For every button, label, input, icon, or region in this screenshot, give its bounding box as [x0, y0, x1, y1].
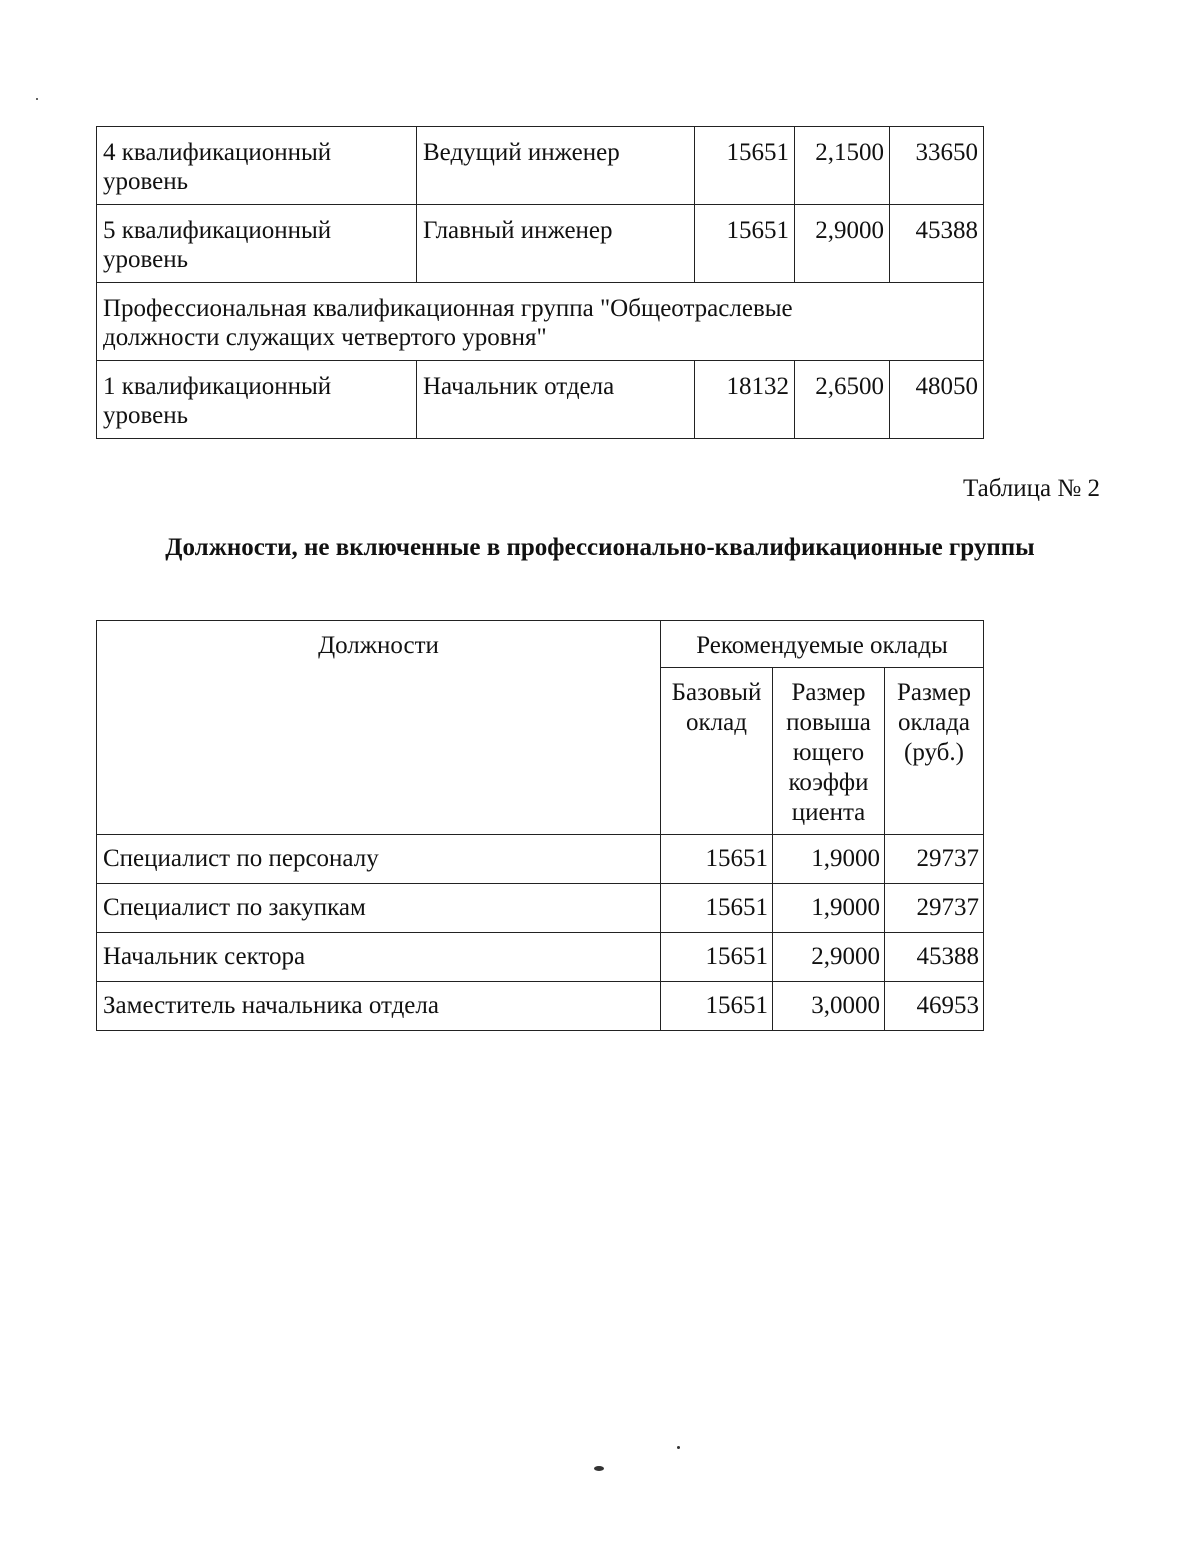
- base-salary-cell: 15651: [661, 933, 773, 982]
- salary-table-2: [96, 620, 984, 1031]
- group-heading-row: [97, 283, 984, 361]
- table-row: [97, 933, 984, 982]
- table-row: [97, 205, 984, 283]
- position-cell: Специалист по закупкам: [97, 884, 661, 933]
- coefficient-cell: 1,9000: [773, 884, 885, 933]
- position-cell: Начальник сектора: [97, 933, 661, 982]
- coefficient-cell: 2,6500: [795, 361, 890, 439]
- table-row: [97, 127, 984, 205]
- qualification-level-cell: 1 квалификационный уровень: [97, 361, 417, 439]
- scan-speck: [594, 1466, 604, 1471]
- base-salary-cell: 18132: [695, 361, 795, 439]
- table-row: [97, 982, 984, 1031]
- table-row: [97, 361, 984, 439]
- table-row: [97, 835, 984, 884]
- salary-cell: 46953: [885, 982, 984, 1031]
- base-salary-cell: 15651: [661, 884, 773, 933]
- position-cell: Главный инженер: [417, 205, 695, 283]
- base-salary-cell: 15651: [695, 205, 795, 283]
- salary-cell: 29737: [885, 884, 984, 933]
- coefficient-cell: 2,1500: [795, 127, 890, 205]
- scan-speck: [36, 98, 38, 100]
- salary-cell: 33650: [890, 127, 984, 205]
- coefficient-cell: 3,0000: [773, 982, 885, 1031]
- coefficient-header: Размер повыша ющего коэффи циента: [773, 668, 885, 835]
- scan-speck: [677, 1446, 680, 1449]
- group-heading-cell: [97, 283, 984, 361]
- salary-cell: 48050: [890, 361, 984, 439]
- position-cell: Ведущий инженер: [417, 127, 695, 205]
- base-salary-header: Базовый оклад: [661, 668, 773, 835]
- coefficient-cell: 2,9000: [795, 205, 890, 283]
- qualification-level-cell: 5 квалификационный уровень: [97, 205, 417, 283]
- coefficient-cell: 2,9000: [773, 933, 885, 982]
- coefficient-cell: 1,9000: [773, 835, 885, 884]
- position-cell: Заместитель начальника отдела: [97, 982, 661, 1031]
- table-number-label: Таблица № 2: [962, 475, 1100, 502]
- recommended-salaries-header: Рекомендуемые оклады: [661, 621, 984, 668]
- section-title: Должности, не включенные в профессионально-квалификационные группы: [165, 534, 1035, 561]
- group-heading-text: Профессиональная квалификационная группа "Общеотраслевые должности служащих четвертого уровня": [103, 295, 793, 351]
- position-cell: Начальник отдела: [417, 361, 695, 439]
- positions-header: Должности: [97, 621, 661, 835]
- base-salary-cell: 15651: [661, 835, 773, 884]
- salary-header: Размер оклада (руб.): [885, 668, 984, 835]
- salary-cell: 45388: [885, 933, 984, 982]
- salary-cell: 29737: [885, 835, 984, 884]
- header-row: [97, 621, 984, 668]
- table-row: [97, 884, 984, 933]
- position-cell: Специалист по персоналу: [97, 835, 661, 884]
- salary-table-1: [96, 126, 984, 439]
- base-salary-cell: 15651: [695, 127, 795, 205]
- base-salary-cell: 15651: [661, 982, 773, 1031]
- qualification-level-cell: 4 квалификационный уровень: [97, 127, 417, 205]
- salary-cell: 45388: [890, 205, 984, 283]
